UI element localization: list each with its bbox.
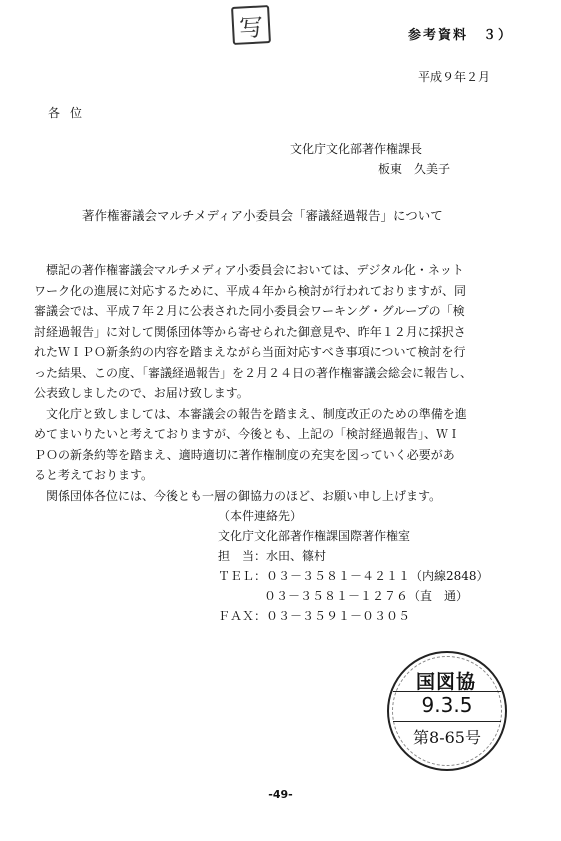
copy-stamp-char: 写 (238, 12, 264, 43)
postmark-divider-top (393, 691, 501, 692)
reference-label: 参考資料 ３） (408, 28, 514, 43)
postmark-number: 第8-65号 (413, 728, 481, 747)
postmark-date: 9.3.5 (421, 693, 473, 717)
receipt-postmark (387, 651, 507, 771)
contact-tel-main: ＴＥＬ：０３－３５８１－４２１１（内線2848） (218, 569, 489, 583)
contact-tel-direct: ０３－３５８１－１２７６（直 通） (264, 589, 469, 603)
subject-title: 著作権審議会マルチメディア小委員会「審議経過報告」について (82, 208, 443, 223)
postmark-org: 国図協 (415, 671, 476, 693)
page-number: -49- (268, 788, 293, 801)
sender-name: 板東 久美子 (378, 162, 451, 176)
postmark-divider-bottom (393, 721, 501, 722)
contact-heading: （本件連絡先） (218, 509, 303, 523)
body-text (34, 260, 504, 506)
contact-staff: 担 当：水田、篠村 (218, 549, 327, 563)
document-date: 平成９年２月 (418, 70, 491, 84)
contact-block (218, 506, 489, 626)
body-paragraph-2: 文化庁と致しましては、本審議会の報告を踏まえ、制度改正のための準備を進 めてまいりたいと考えておりますが、今後とも、上記の「検討経過報告」、ＷＩ ＰＯの新条約等を踏まえ、適時適切に著作権制度の充実を図っていく必要があ ると考えております。 (34, 406, 467, 482)
addressee: 各位 (48, 106, 93, 120)
copy-stamp (231, 5, 271, 45)
body-paragraph-3: 関係団体各位には、今後とも一層の御協力のほど、お願い申し上げます。 (34, 488, 442, 503)
contact-fax: ＦＡＸ：０３－３５９１－０３０５ (218, 609, 411, 623)
contact-office: 文化庁文化部著作権課国際著作権室 (218, 529, 411, 543)
body-paragraph-1: 標記の著作権審議会マルチメディア小委員会においては、デジタル化・ネット ワーク化の進展に対応するために、平成４年から検討が行われておりますが、同 審議会では、平成７年２月に公表された同小委員会ワーキング・グループの「検 討経過報告」に対して関係団体等から寄せられた御意見や、昨年１２月に採択さ れたＷＩＰＯ新条約の内容を踏まえながら当面対応すべき事項について検討を行 った結果、この度、「審議経過報告」を２月２４日の著作権審議会総会に報告し、 公表致しましたので、お届け致します。 (34, 263, 473, 400)
sender-organization: 文化庁文化部著作権課長 (290, 142, 423, 156)
